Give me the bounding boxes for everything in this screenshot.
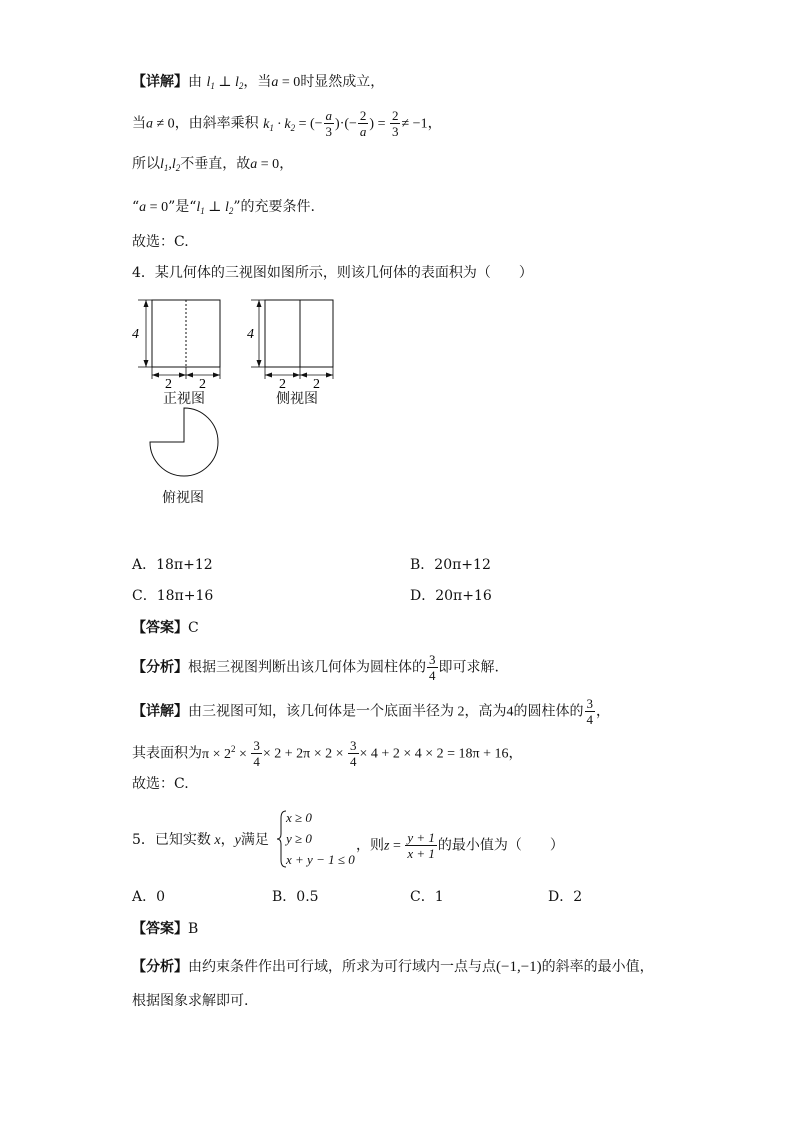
q4-option-a: A．18π+12: [132, 557, 213, 573]
fraction-objective: $\frac{y + 1}{x + 1}$: [407, 830, 435, 861]
fraction-2-over-3: $\frac{2}{3}$: [391, 108, 399, 139]
front-height-label: 4: [132, 327, 139, 342]
math-a-eq-0: a: [271, 75, 279, 90]
q5-option-c: C．1: [410, 889, 444, 905]
front-view-caption: 正视图: [163, 391, 205, 407]
fraction-3-over-4: $\frac{3}{4}$: [429, 652, 436, 683]
q3-choose: 故选：C.: [132, 234, 189, 250]
detail-tag: 【详解】: [132, 74, 188, 90]
q4-detail: 【详解】由三视图可知，该几何体是一个底面半径为 2，高为4的圆柱体的 $\frac{3}{4}$ ，: [132, 696, 610, 727]
q3-detail-line-3: 所以$l_1,l_2$不垂直，故a = 0，: [132, 156, 294, 173]
answer-tag: 【答案】: [132, 921, 188, 937]
front-width-label-right: 2: [199, 377, 206, 392]
side-view-caption: 侧视图: [276, 391, 318, 407]
three-quarter-circle: [150, 408, 218, 476]
q5-analysis-cont: 根据图象求解即可.: [132, 993, 249, 1009]
math-l1-perp-l2: $l_1$ ⊥ $l_2$: [206, 75, 244, 91]
constraint-x-ge-0: x ≥ 0: [286, 810, 312, 825]
math-surface-area-expression: $\pi \times 2^2$ ×: [202, 743, 251, 762]
side-view: [247, 300, 333, 392]
detail-tag: 【详解】: [132, 703, 188, 720]
q5-option-b: B．0.5: [272, 889, 319, 905]
q4-stem: 4．某几何体的三视图如图所示，则该几何体的表面积为（ ）: [132, 265, 533, 281]
q5-answer: 【答案】B: [132, 921, 199, 937]
three-view-figure: [124, 295, 364, 510]
q3-detail-line-4: “a = 0”是“$l_1$ ⊥ $l_2$”的充要条件.: [132, 199, 315, 216]
q5-option-a: A．0: [132, 889, 166, 905]
top-view-caption: 俯视图: [162, 490, 204, 506]
answer-tag: 【答案】: [132, 620, 188, 636]
q5-stem-objective: ，则z = $\frac{y + 1}{x + 1}$ 的最小值为（ ）: [356, 830, 564, 861]
q4-option-d: D．20π+16: [410, 588, 492, 604]
analysis-tag: 【分析】: [132, 959, 188, 975]
q5-option-d: D．2: [548, 889, 583, 905]
fraction-3-over-4: $\frac{3}{4}$: [586, 696, 593, 727]
q3-detail-line-1: 【详解】由 $l_1$ ⊥ $l_2$，当a = 0时显然成立，: [132, 74, 385, 91]
q4-analysis: 【分析】根据三视图判断出该几何体为圆柱体的 $\frac{3}{4}$ 即可求解.: [132, 652, 499, 683]
constraint-x-plus-y: x + y − 1 ≤ 0: [286, 852, 355, 867]
side-width-label-right: 2: [313, 377, 320, 392]
analysis-tag: 【分析】: [132, 659, 188, 676]
q4-option-b: B．20π+12: [410, 557, 491, 573]
top-view: [150, 408, 218, 476]
fraction-a-over-3: $\frac{a}{3}$: [325, 108, 333, 139]
constraint-y-ge-0: y ≥ 0: [286, 831, 312, 846]
q4-option-c: C．18π+16: [132, 588, 214, 604]
math-slope-product: $k_1 \cdot k_2$: [263, 116, 296, 133]
side-width-label-left: 2: [279, 377, 286, 392]
q5-stem: 5．已知实数 x，y满足: [132, 832, 269, 848]
front-view: [132, 300, 220, 392]
q4-surface-area: 其表面积为$\pi \times 2^2$ × $\frac{3}{4}$ × 2 + 2π × 2 × $\frac{3}{4}$ × 4 + 2 × 4 × 2 = 18π + 16，: [132, 738, 523, 769]
q3-detail-line-2: 当a ≠ 0，由斜率乘积 $k_1 \cdot k_2$ = (− $\frac{a}{3}$ )·(− $\frac{2}{a}$ ) = $\frac{2}{3}$ ≠ −1，: [132, 108, 442, 139]
fraction-2-over-a: $\frac{2}{a}$: [359, 108, 367, 139]
side-height-label: 4: [247, 327, 254, 342]
q4-answer: 【答案】C: [132, 620, 199, 636]
q5-analysis: 【分析】由约束条件作出可行域，所求为可行域内一点与点(−1,−1)的斜率的最小值，: [132, 959, 654, 975]
q4-choose: 故选：C.: [132, 776, 189, 792]
front-width-label-left: 2: [165, 377, 172, 392]
